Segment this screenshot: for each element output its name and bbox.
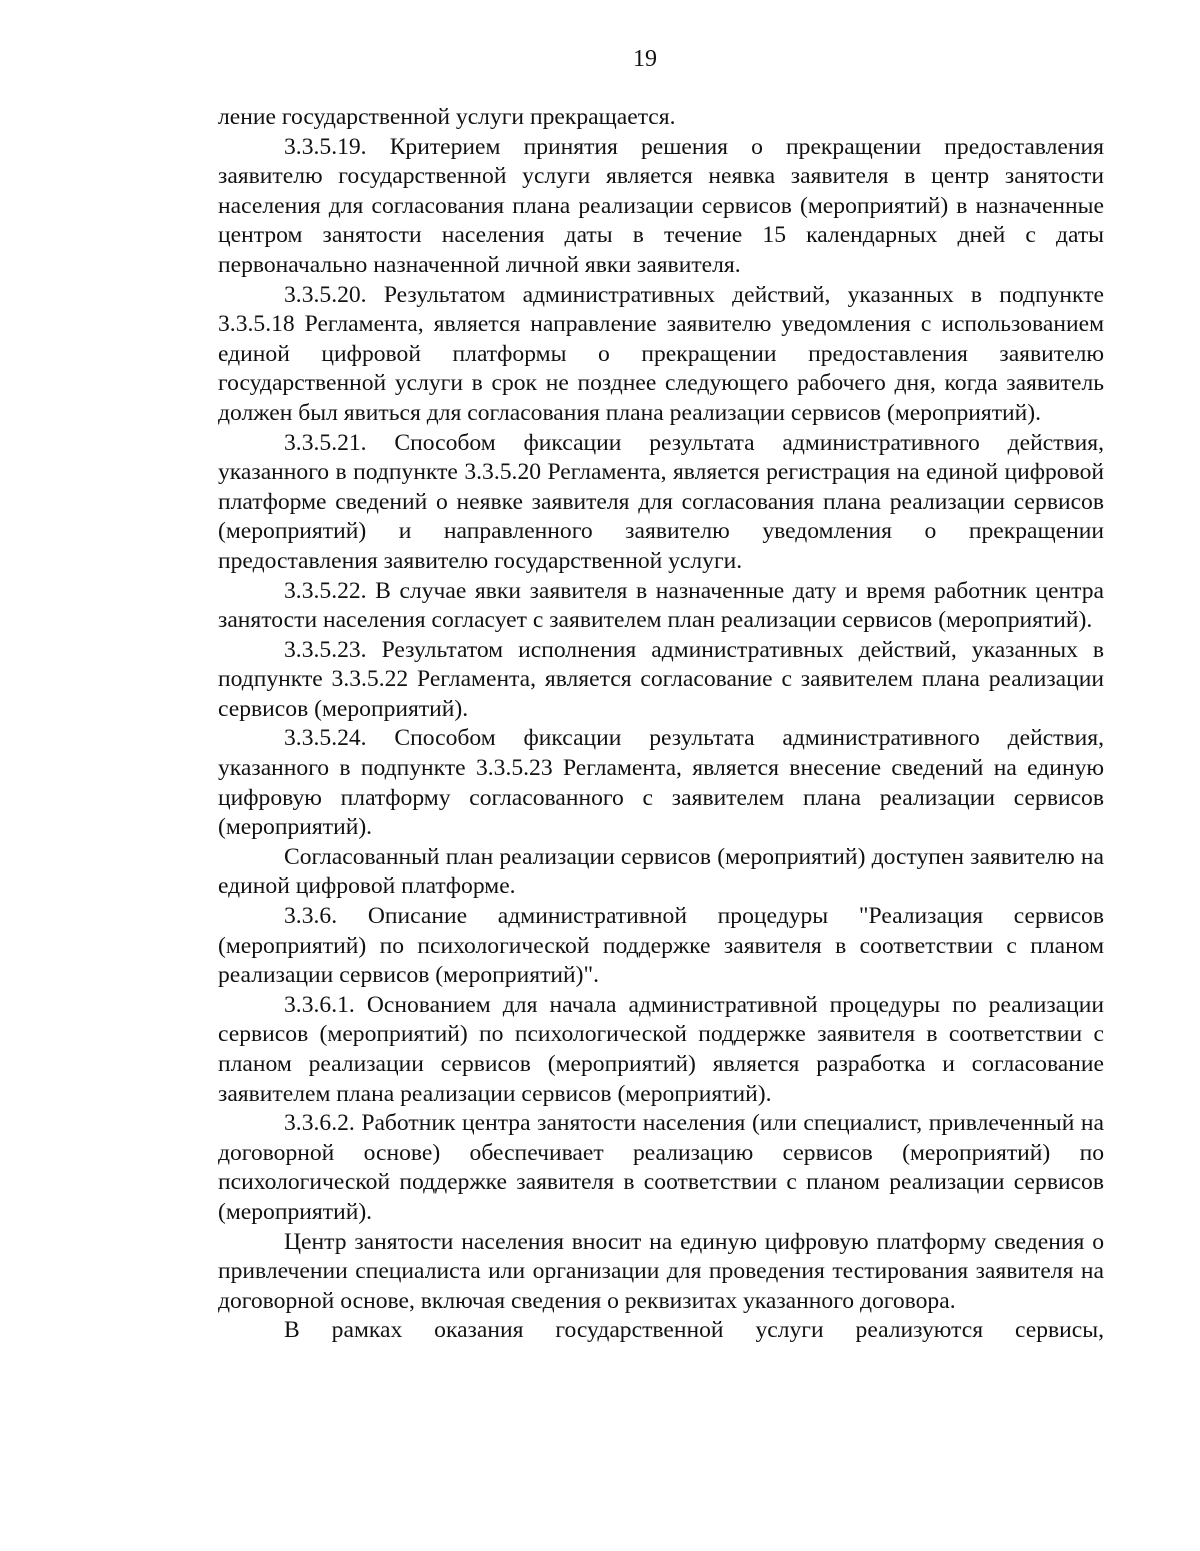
paragraph-employment-center: Центр занятости населения вносит на единую цифровую платформу сведения о привлечении специалиста или организации для проведения тестирования заявителя на договорной основе, включая сведения о реквизитах указанного договора. (218, 1228, 1104, 1314)
paragraph-3-3-6-1: 3.3.6.1. Основанием для начала административной процедуры по реализации сервисов (мероприятий) по психологической поддержке заявителя в соответствии с планом реализации сервисов (мероприятий) является разработка и согласование заявителем плана реализации сервисов (мероприятий). (218, 991, 1104, 1107)
paragraph-3-3-5-19: 3.3.5.19. Критерием принятия решения о прекращении предоставления заявителю государственной услуги является неявка заявителя в центр занятости населения для согласования плана реализации сервисов (мероприятий) в назначенные центром занятости населения даты в течение 15 календарных дней с даты первоначально назначенной личной явки заявителя. (218, 133, 1104, 278)
paragraph-3-3-6: 3.3.6. Описание административной процедуры "Реализация сервисов (мероприятий) по психологической поддержке заявителя в соответствии с планом реализации сервисов (мероприятий)". (218, 903, 1104, 989)
paragraph-3-3-5-23: 3.3.5.23. Результатом исполнения административных действий, указанных в подпункте 3.3.5.22 Регламента, является согласование с заявителем плана реализации сервисов (мероприятий). (218, 636, 1104, 722)
paragraph-3-3-5-24: 3.3.5.24. Способом фиксации результата административного действия, указанного в подпункте 3.3.5.23 Регламента, является внесение сведений на единую цифровую платформу согласованного с заявителем плана реализации сервисов (мероприятий). (218, 725, 1104, 841)
page-number: 19 (633, 46, 657, 72)
paragraph-3-3-5-20: 3.3.5.20. Результатом административных действий, указанных в подпункте 3.3.5.18 Регламента, является направление заявителю уведомления с использованием единой цифровой платформы о прекращении предоставления заявителю государственной услуги в срок не позднее следующего рабочего дня, когда заявитель должен был явиться для согласования плана реализации сервисов (мероприятий). (218, 281, 1104, 426)
paragraph-3-3-6-2: 3.3.6.2. Работник центра занятости населения (или специалист, привлеченный на договорной основе) обеспечивает реализацию сервисов (мероприятий) по психологической поддержке заявителя в соответствии с планом реализации сервисов (мероприятий). (218, 1110, 1104, 1225)
paragraph-3-3-5-22: 3.3.5.22. В случае явки заявителя в назначенные дату и время работник центра занятости населения согласует с заявителем план реализации сервисов (мероприятий). (218, 577, 1104, 634)
paragraph-services-start: В рамках оказания государственной услуги реализуются сервисы, (284, 1317, 1104, 1344)
paragraph-continuation: ление государственной услуги прекращается. (218, 104, 676, 130)
paragraph-3-3-5-21: 3.3.5.21. Способом фиксации результата административного действия, указанного в подпункте 3.3.5.20 Регламента, является регистрация на единой цифровой платформе сведений о неявке заявителя для согласования плана реализации сервисов (мероприятий) и направленного заявителю уведомления о прекращении предоставления заявителю государственной услуги. (218, 429, 1104, 574)
paragraph-agreed-plan: Согласованный план реализации сервисов (мероприятий) доступен заявителю на единой цифровой платформе. (218, 843, 1104, 900)
document-body (218, 103, 1104, 1346)
